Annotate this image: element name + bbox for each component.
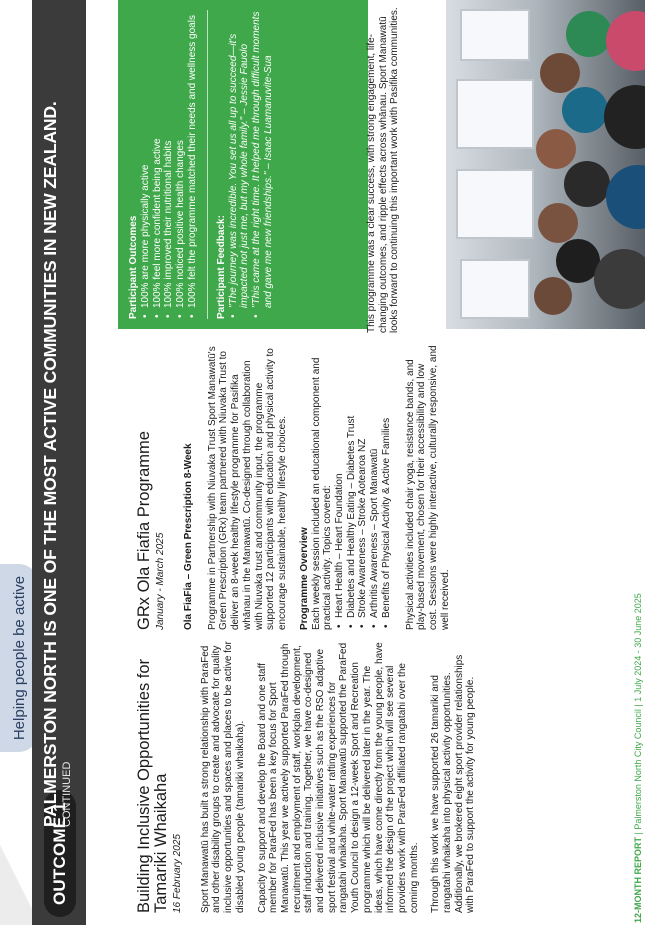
list-item: • Heart Health – Heart Foundation <box>334 344 346 630</box>
divider <box>207 10 208 319</box>
page-headline: PALMERSTON NORTH IS ONE OF THE MOST ACTIVE COMMUNITIES IN NEW ZEALAND. <box>40 101 60 827</box>
overview-heading: Programme Overview <box>298 527 310 630</box>
list-item: • 100% are more physically active <box>140 10 152 319</box>
photo-person <box>538 203 578 243</box>
list-item: • 100% improved their nutritional habits <box>163 10 175 319</box>
list-item: • Diabetes and Healthy Eating – Diabetes Trust <box>346 344 358 630</box>
footer-details: | Palmerston North City Council | 1 July 2024 - 30 June 2025 <box>633 593 643 837</box>
article-title: Building Inclusive Opportunities for Tamariki Whaikaha <box>135 658 170 913</box>
section-tag: Helping people be active <box>0 564 38 752</box>
article-inclusive-opportunities <box>136 638 487 913</box>
article-date: January - March 2025 <box>155 532 166 630</box>
page-subhead: CONTINUED <box>61 761 73 827</box>
feedback-heading: Participant Feedback: <box>215 215 227 319</box>
list-item: • 100% felt the programme matched their needs and wellness goals <box>187 10 199 319</box>
photo-person <box>534 277 572 315</box>
paragraph: Physical activities included chair yoga, resistance bands, and play-based movement, chosen for their accessibility and low cost. Sessions were highly interactive, culturally responsive, and well received. <box>404 345 451 630</box>
paragraph: Sport Manawatū has built a strong relationship with ParaFed and other disability groups to create and advocate for quality inclusive opportunities and spaces and places to be active for disabled young people (tamariki whaikaha). <box>199 641 246 913</box>
article-date: 16 February 2025 <box>172 834 183 913</box>
quote: • "This came at the right time. It helped me through difficult moments and gave me new friendships." – Isaac Luamanuvite-Sua <box>251 10 274 319</box>
list-item: • 100% noticed positive health changes <box>175 10 187 319</box>
topics-list <box>334 344 393 630</box>
photo-window <box>456 169 534 239</box>
article-subtitle: Ola FiaFia – Green Prescription 8-Week <box>182 443 194 630</box>
photo-person <box>566 11 612 57</box>
article-title: GRx Ola Fiafia Programme <box>135 431 153 630</box>
photo-person <box>540 53 580 93</box>
photo-window <box>460 9 530 61</box>
conclusion <box>366 3 411 333</box>
paragraph: Capacity to support and develop the Board and one staff member for ParaFed has been a key focus for Sport Manawatū. This year we actively supported ParaFed through recruitment and employment of staff, workplan development, staff induction and training. Together, we have co-designed and delivered inclusive initiatives such as the RSO adaptive sport festival and white-water rafting experiences for rangatahi whaikaha. Sport Manawatū supported the ParaFed Youth Council to design a 12-week Sport and Recreation programme which will be delivered later in the year. The ideas, which have come directly from the young people, have informed the design of the project which will see several providers work with ParaFed affiliated rangatahi over the coming months. <box>256 642 420 913</box>
outcome-badge: OUTCOME 1 <box>44 790 76 917</box>
feedback-list <box>228 10 275 319</box>
outcomes-feedback-box <box>118 0 368 329</box>
outcomes-list <box>140 10 199 319</box>
photo-person <box>564 161 610 207</box>
paragraph: This programme was a clear success, with strong engagement, life-changing outcomes, and ripple effects across whānau. Sport Manawatū looks forward to continuing this important work with Pasifika communities. <box>366 7 401 333</box>
paragraph: Each weekly session included an educational component and practical activity. Topics covered: <box>310 357 334 630</box>
quote: • "The journey was incredible. You set us all up to succeed—it's impacted not just me, but my whole family." – Jessie Fauolo <box>228 10 251 319</box>
photo-person <box>562 87 608 133</box>
paragraph: Programme in Partnership with Niuvaka Trust Sport Manawatū's Green Prescription (GRx) team partnered with Niuvaka Trust to deliver an 8-week healthy lifestyle programme for Pasifika whānau in the Manawatū. Co-designed through collaboration with Niuvaka trust and community input, the programme supported 12 participants with education and physical activity to encourage sustainable, healthy lifestyle choices. <box>206 346 288 630</box>
article-grx-programme <box>136 344 461 630</box>
photo-window <box>456 79 534 149</box>
group-photo <box>446 0 645 329</box>
outcomes-heading: Participant Outcomes <box>128 215 139 319</box>
footer-report: 12-MONTH REPORT <box>633 836 643 923</box>
page-footer <box>632 0 645 925</box>
photo-window <box>460 259 530 319</box>
list-item: • Stroke Awareness – Stroke Aotearoa NZ <box>357 344 369 630</box>
list-item: • 100% feel more confident being active <box>152 10 164 319</box>
photo-person <box>536 129 576 169</box>
paragraph: Through this work we have supported 26 tamariki and rangatahi whaikaha into physical activity opportunities. Additionally, we brokered eight sport provider relationships with ParaFed to support the activity for young people. <box>430 654 477 913</box>
list-item: • Benefits of Physical Activity & Active Families <box>381 344 393 630</box>
list-item: • Arthritis Awareness – Sport Manawatū <box>369 344 381 630</box>
